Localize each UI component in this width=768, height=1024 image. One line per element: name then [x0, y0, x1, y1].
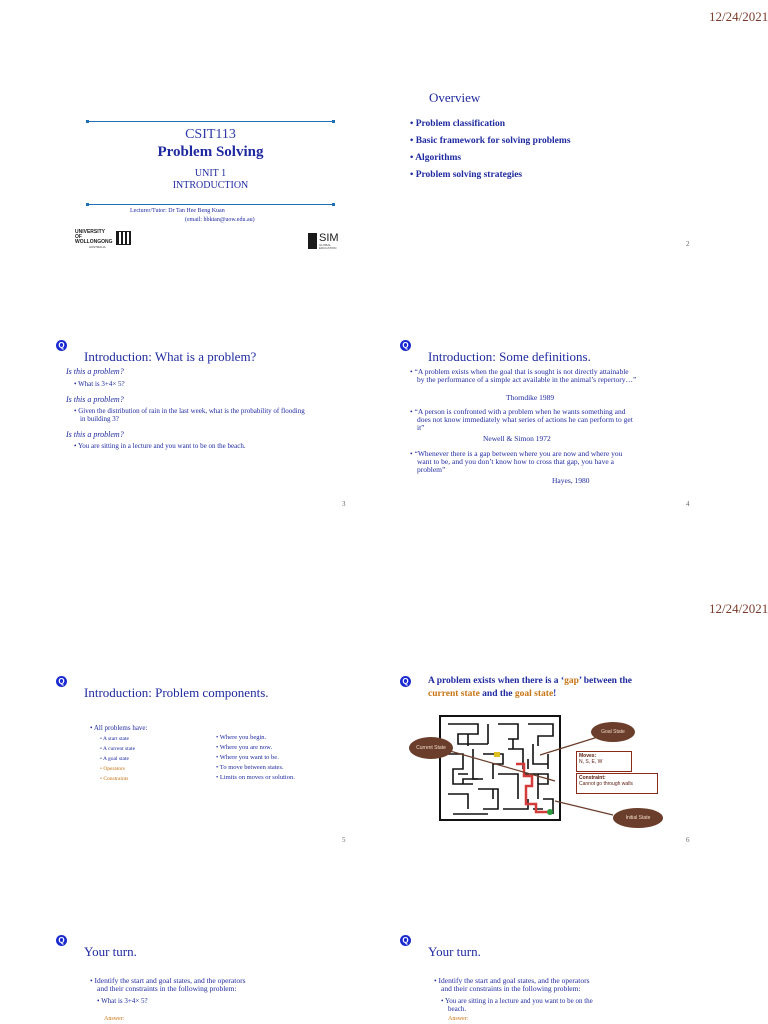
quiz-q-icon: Q — [400, 340, 411, 351]
question: Is this a problem? — [66, 395, 124, 404]
course-title: Problem Solving — [157, 144, 264, 160]
page-number: 2 — [686, 240, 690, 248]
quiz-q-icon: Q — [56, 340, 67, 351]
current-state-bubble: Current State — [409, 737, 453, 759]
sim-mark-icon — [308, 233, 317, 249]
components-lead: • All problems have: — [90, 724, 148, 732]
course-code: CSIT113 — [185, 127, 236, 142]
definition-quote: • “Whenever there is a gap between where you are now and where you — [410, 449, 623, 458]
answer-item: • What is 3+4× 5? — [74, 380, 125, 388]
unit-subtitle: INTRODUCTION — [172, 180, 249, 191]
page-number: 5 — [342, 836, 346, 844]
page-number: 4 — [686, 500, 690, 508]
citation: Newell & Simon 1972 — [483, 434, 551, 443]
slide3-title: Introduction: What is a problem? — [84, 349, 257, 364]
definition-quote: • “A problem exists when the goal that is sought is not directly attainable — [410, 367, 629, 376]
component-description: • Limits on moves or solution. — [216, 774, 295, 781]
component-item: • A start state — [100, 736, 129, 742]
quiz-q-icon: Q — [400, 676, 411, 687]
overview-title: Overview — [429, 90, 481, 105]
answer-item: • Given the distribution of rain in the last week, what is the probability of flooding — [74, 407, 305, 415]
component-description: • Where you are now. — [216, 744, 273, 751]
page-number: 3 — [342, 500, 346, 508]
uow-logo: UNIVERSITY OF WOLLONGONG AUSTRALIA — [75, 230, 135, 249]
page-number: 6 — [686, 836, 690, 844]
answer-label: Answer: — [448, 1016, 469, 1022]
slide8-title: Your turn. — [428, 944, 481, 959]
question: Is this a problem? — [66, 367, 124, 376]
definition-quote-cont: does not know immediately what series of actions he can perform to get — [417, 415, 633, 424]
title-top-rule — [87, 121, 334, 122]
answer-item-cont: in building 3? — [80, 415, 119, 423]
overview-item: • Algorithms — [410, 153, 462, 163]
task-lead-cont: and their constraints in the following problem: — [441, 984, 581, 993]
component-item: • Constraints — [100, 776, 129, 782]
component-description: • To move between states. — [216, 764, 284, 771]
component-description: • Where you begin. — [216, 734, 267, 741]
definition-quote-cont: problem” — [417, 465, 446, 474]
definition-quote: • “A person is confronted with a problem when he wants something and — [410, 407, 626, 416]
uow-crest-icon — [116, 231, 131, 245]
overview-item: • Problem classification — [410, 119, 505, 129]
quiz-q-icon: Q — [56, 676, 67, 687]
slide4-title: Introduction: Some definitions. — [428, 349, 591, 364]
lecturer-email: (email: hbktan@uow.edu.au) — [185, 217, 255, 223]
quiz-q-icon: Q — [56, 935, 67, 946]
task-item-cont: beach. — [448, 1005, 467, 1013]
unit-label: UNIT 1 — [194, 168, 227, 179]
sim-logo: SIM GLOBAL EDUCATION — [308, 233, 342, 251]
question: Is this a problem? — [66, 430, 124, 439]
page-date-top: 12/24/2021 — [709, 9, 768, 24]
quiz-q-icon: Q — [400, 935, 411, 946]
goal-state-bubble: Goal State — [591, 722, 635, 742]
slide6-title: A problem exists when there is a ‘gap’ between the current state and the goal state! — [428, 676, 632, 699]
component-item: • Operators — [100, 766, 125, 772]
citation: Thorndike 1989 — [506, 393, 555, 402]
overview-item: • Problem solving strategies — [410, 170, 523, 180]
definition-quote-cont: want to be, and you don’t know how to cross that gap, you have a — [417, 457, 614, 466]
task-lead: • Identify the start and goal states, and the operators — [90, 976, 246, 985]
component-item: • A goal state — [100, 756, 129, 762]
citation: Hayes, 1980 — [552, 476, 590, 485]
page-date-mid: 12/24/2021 — [709, 601, 768, 616]
moves-callout: Moves: N, S, E, W — [576, 751, 632, 772]
lecturer-name: Lecturer/Tutor: Dr Tan Hee Beng Kuan — [130, 208, 225, 214]
task-item: • What is 3+4× 5? — [97, 997, 148, 1005]
answer-label: Answer: — [104, 1016, 125, 1022]
title-bottom-rule — [87, 204, 334, 205]
task-lead: • Identify the start and goal states, and the operators — [434, 976, 590, 985]
definition-quote-cont: by the performance of a simple act available in the animal’s repertory…” — [417, 375, 637, 384]
component-item: • A current state — [100, 746, 136, 752]
component-description: • Where you want to be. — [216, 754, 279, 761]
initial-state-bubble: Initial State — [613, 808, 663, 828]
task-item: • You are sitting in a lecture and you want to be on the — [441, 997, 593, 1005]
answer-item: • You are sitting in a lecture and you want to be on the beach. — [74, 442, 246, 450]
slide7-title: Your turn. — [84, 944, 137, 959]
constraint-callout: Constraint: Cannot go through walls — [576, 773, 658, 794]
slide5-title: Introduction: Problem components. — [84, 685, 269, 700]
task-lead-cont: and their constraints in the following problem: — [97, 984, 237, 993]
overview-item: • Basic framework for solving problems — [410, 136, 571, 146]
definition-quote-cont: it” — [417, 423, 425, 432]
